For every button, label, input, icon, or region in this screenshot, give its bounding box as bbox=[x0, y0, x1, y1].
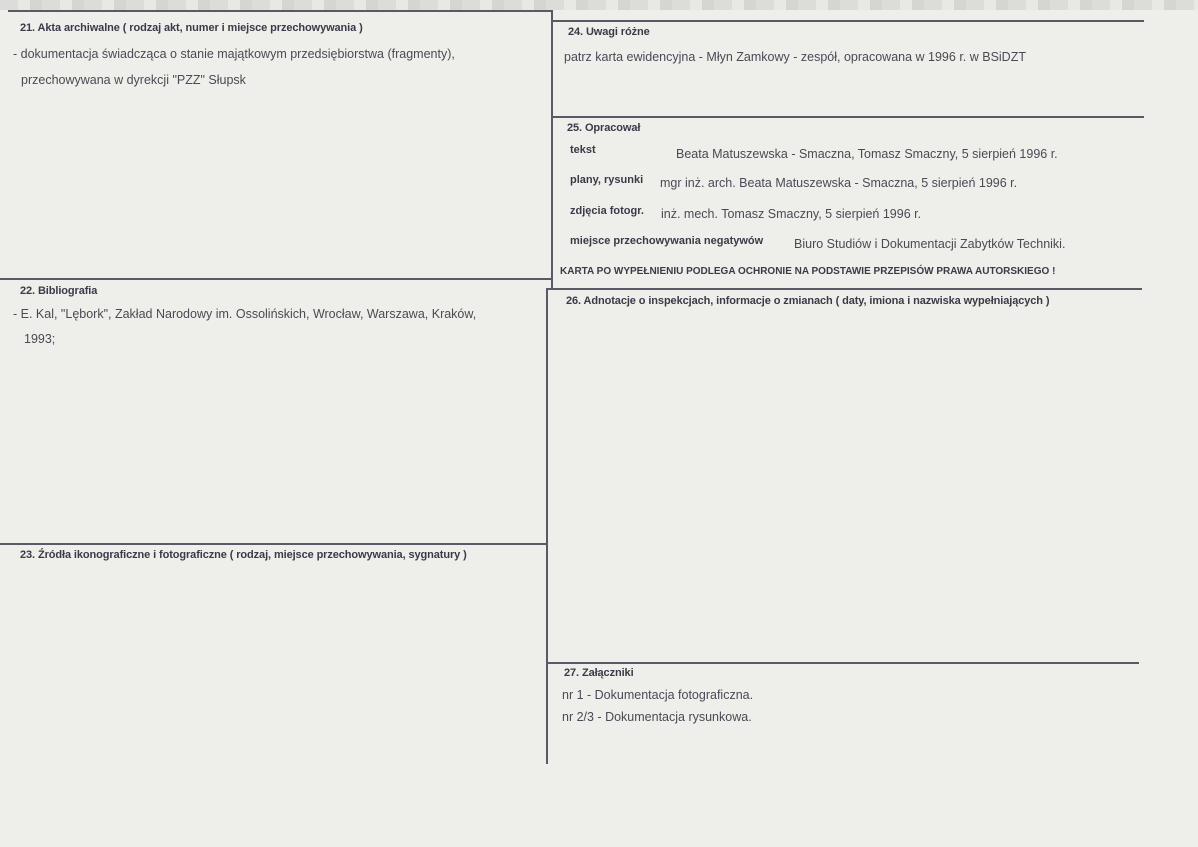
copyright-warning: KARTA PO WYPEŁNIENIU PODLEGA OCHRONIE NA PODSTAWIE PRZEPISÓW PRAWA AUTORSKIEGO ! bbox=[560, 266, 1056, 277]
section-24-line-1: patrz karta ewidencyjna - Młyn Zamkowy - zespół, opracowana w 1996 r. w BSiDZT bbox=[564, 50, 1026, 64]
section-22-title: 22. Bibliografia bbox=[20, 285, 98, 297]
divider-21-22 bbox=[0, 278, 552, 280]
divider-top-left bbox=[8, 10, 552, 12]
divider-22-23 bbox=[0, 543, 547, 545]
author-row-photos-value: inż. mech. Tomasz Smaczny, 5 sierpień 1996 r. bbox=[661, 207, 922, 221]
section-27-title: 27. Załączniki bbox=[564, 667, 634, 679]
section-27-line-2: nr 2/3 - Dokumentacja rysunkowa. bbox=[562, 710, 752, 724]
section-23-title: 23. Źródła ikonograficzne i fotograficzne ( rodzaj, miejsce przechowywania, sygnatury ) bbox=[20, 549, 467, 561]
section-25-title: 25. Opracował bbox=[567, 122, 641, 134]
divider-24-25 bbox=[552, 116, 1144, 118]
author-row-negatives-value: Biuro Studiów i Dokumentacji Zabytków Techniki. bbox=[794, 237, 1066, 251]
author-row-plans-label: plany, rysunki bbox=[570, 174, 644, 186]
section-24-title: 24. Uwagi różne bbox=[568, 26, 650, 38]
torn-top-edge bbox=[0, 0, 1198, 10]
author-row-negatives-label: miejsce przechowywania negatywów bbox=[570, 235, 764, 247]
divider-center-lower bbox=[546, 288, 548, 764]
author-row-photos-label: zdjęcia fotogr. bbox=[570, 205, 644, 217]
divider-center-upper bbox=[551, 10, 553, 288]
section-21-title: 21. Akta archiwalne ( rodzaj akt, numer i miejsce przechowywania ) bbox=[20, 22, 363, 34]
section-21-line-2: przechowywana w dyrekcji "PZZ" Słupsk bbox=[21, 73, 246, 87]
section-21-line-1: - dokumentacja świadcząca o stanie majątkowym przedsiębiorstwa (fragmenty), bbox=[13, 47, 455, 61]
divider-25-26 bbox=[547, 288, 1142, 290]
section-22-line-1: - E. Kal, "Lębork", Zakład Narodowy im. Ossolińskich, Wrocław, Warszawa, Kraków, bbox=[13, 307, 477, 321]
author-row-plans-value: mgr inż. arch. Beata Matuszewska - Smaczna, 5 sierpień 1996 r. bbox=[660, 176, 1018, 190]
section-27-line-1: nr 1 - Dokumentacja fotograficzna. bbox=[562, 688, 754, 702]
divider-26-27 bbox=[547, 662, 1139, 664]
author-row-text-value: Beata Matuszewska - Smaczna, Tomasz Smaczny, 5 sierpień 1996 r. bbox=[676, 147, 1058, 161]
section-26-title: 26. Adnotacje o inspekcjach, informacje o zmianach ( daty, imiona i nazwiska wypełniających ) bbox=[566, 295, 1050, 307]
divider-top-right bbox=[552, 20, 1144, 22]
section-22-line-2: 1993; bbox=[24, 332, 56, 346]
author-row-text-label: tekst bbox=[570, 144, 596, 156]
